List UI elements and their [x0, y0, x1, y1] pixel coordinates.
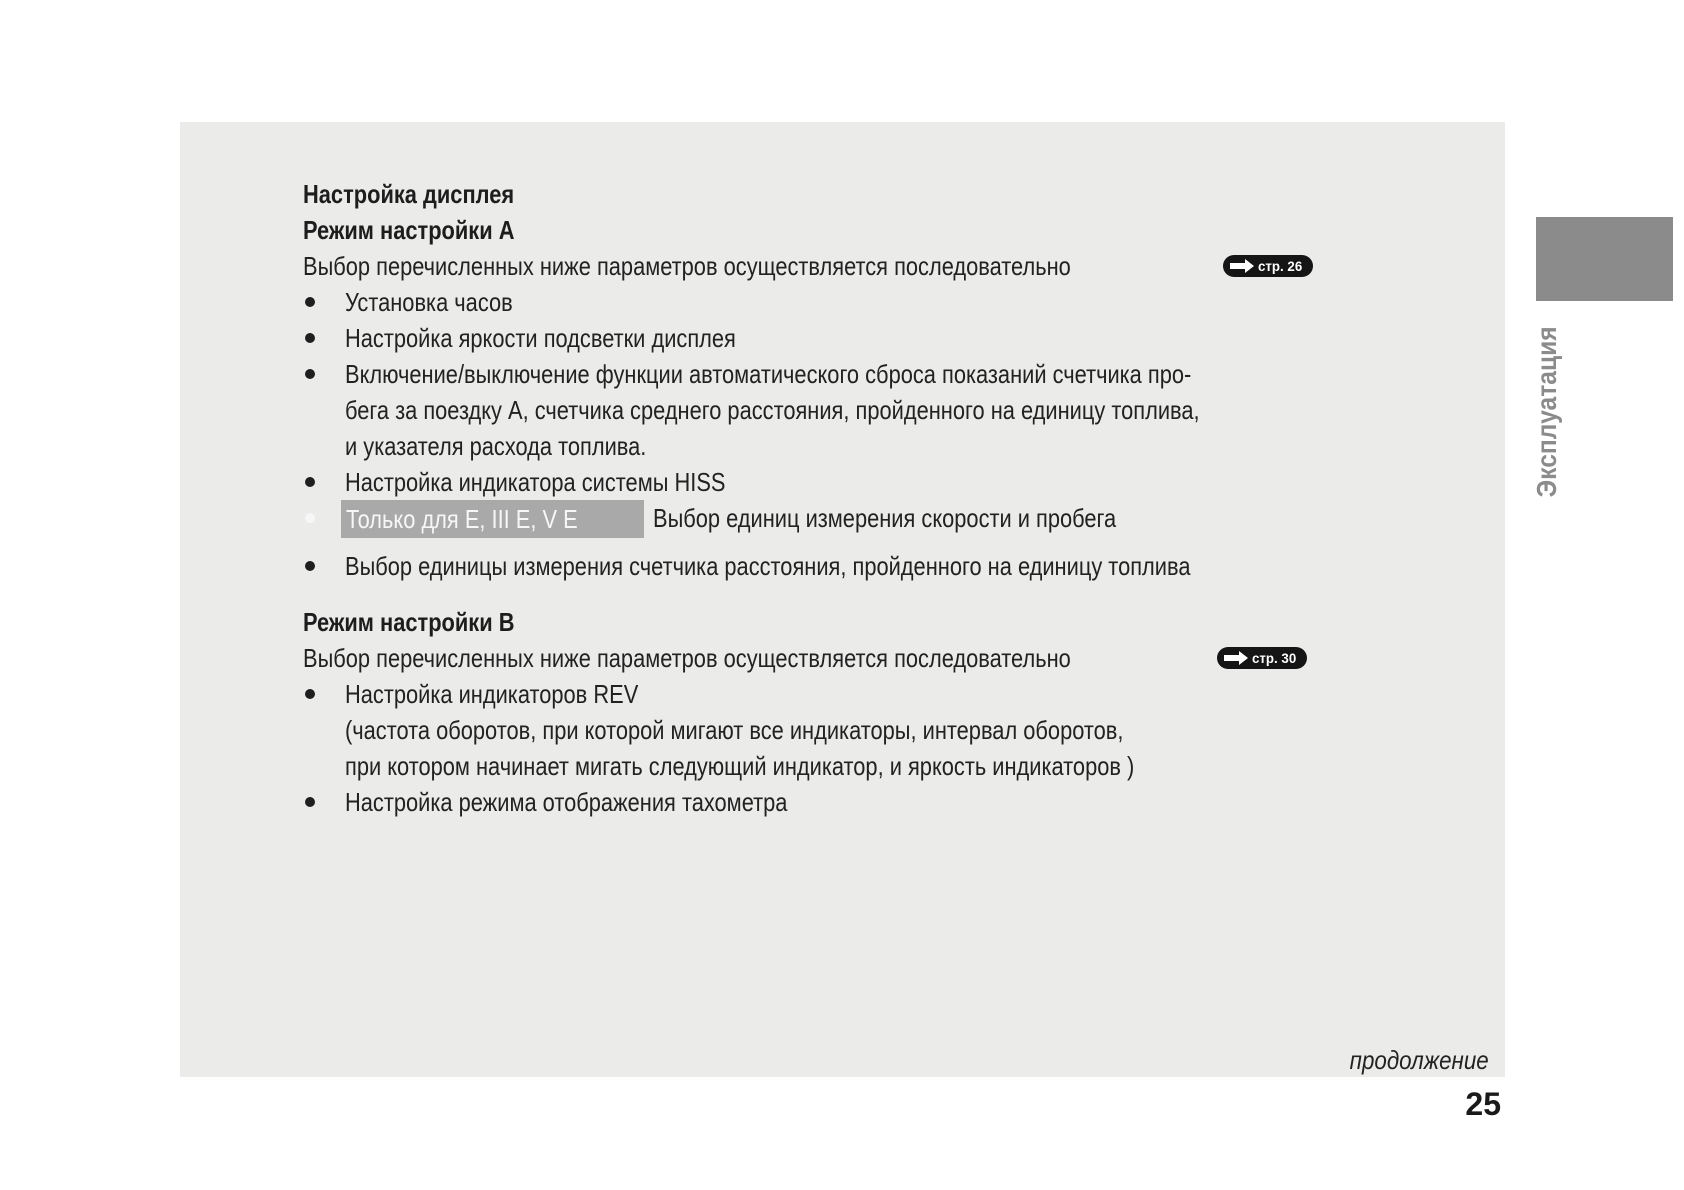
list-item-speed-units [303, 500, 1393, 538]
chapter-label [1529, 272, 1565, 552]
mode-b-intro-text: Выбор перечисленных ниже параметров осуществляется последовательно [303, 643, 1071, 673]
page-title [303, 176, 1393, 212]
list-item-text: Установка часов [345, 287, 513, 317]
list-item-text: Настройка индикатора системы HISS [345, 467, 726, 497]
list-item-fuel-distance-units [303, 548, 1393, 584]
chapter-label-text: Эксплуатация [1531, 326, 1562, 498]
bullet-icon [305, 369, 315, 379]
page-title-text: Настройка дисплея [303, 179, 515, 209]
model-restriction-label [341, 500, 644, 538]
mode-b-intro [303, 640, 1393, 676]
continued-label-text: продолжение [1349, 1045, 1489, 1075]
bullet-icon [305, 333, 315, 343]
list-item-text-line-3: при котором начинает мигать следующий индикатор, и яркость индикаторов ) [345, 751, 1135, 781]
list-item-text-line-1: Настройка индикаторов REV [345, 679, 639, 709]
page-reference-label: стр. 30 [1252, 650, 1297, 666]
section-spacer [303, 584, 1393, 604]
list-item-text: Настройка яркости подсветки дисплея [345, 323, 736, 353]
bullet-icon [305, 797, 315, 807]
mode-b-heading [303, 604, 1393, 640]
page-reference-label: стр. 26 [1258, 258, 1303, 274]
list-item-clock-setting [303, 284, 1393, 320]
list-item-auto-reset-setting [303, 356, 1393, 464]
spacer [303, 538, 1393, 548]
bullet-icon [305, 561, 315, 571]
mode-a-heading [303, 212, 1393, 248]
page-reference-26 [1223, 255, 1313, 277]
mode-a-intro-text: Выбор перечисленных ниже параметров осуществляется последовательно [303, 251, 1071, 281]
list-item-text-line-1: Включение/выключение функции автоматического сброса показаний счетчика про- [345, 359, 1192, 389]
list-item-rev-indicators [303, 676, 1393, 784]
mode-a-heading-text: Режим настройки A [303, 215, 515, 245]
arrow-right-icon [1228, 258, 1256, 274]
list-item-text-line-2: бега за поездку A, счетчика среднего расстояния, пройденного на единицу топлива, [345, 395, 1200, 425]
display-settings-content [303, 176, 1393, 820]
list-item-text: Выбор единиц измерения скорости и пробега [653, 503, 1117, 533]
mode-a-intro [303, 248, 1393, 284]
page-reference-30 [1217, 647, 1307, 669]
list-item-tachometer-mode [303, 784, 1393, 820]
list-item-text-line-2: (частота оборотов, при которой мигают все индикаторы, интервал оборотов, [345, 715, 1124, 745]
bullet-icon [305, 689, 315, 699]
bullet-icon [305, 297, 315, 307]
bullet-icon [305, 477, 315, 487]
bullet-icon [305, 513, 315, 523]
list-item-text-line-3: и указателя расхода топлива. [345, 431, 647, 461]
mode-b-heading-text: Режим настройки B [303, 607, 515, 637]
list-item-backlight-setting [303, 320, 1393, 356]
model-restriction-text: Только для E, III E, V E [346, 504, 578, 534]
list-item-hiss-indicator [303, 464, 1393, 500]
list-item-text: Настройка режима отображения тахометра [345, 787, 788, 817]
arrow-right-icon [1222, 650, 1250, 666]
list-item-text: Выбор единицы измерения счетчика расстояния, пройденного на единицу топлива [345, 551, 1191, 581]
page-number: 25 [1465, 1086, 1501, 1122]
continued-label [1324, 1045, 1489, 1079]
